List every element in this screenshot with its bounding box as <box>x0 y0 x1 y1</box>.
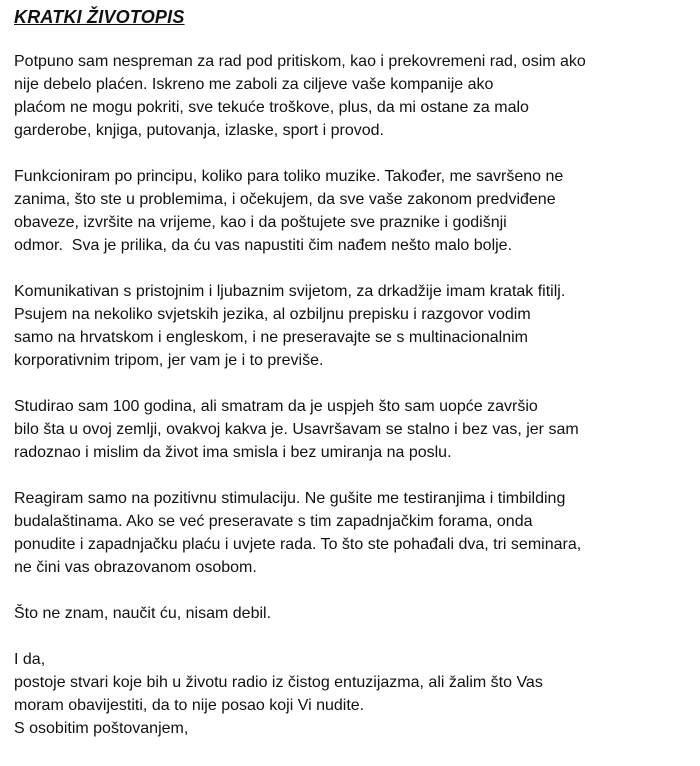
text-line: obaveze, izvršite na vrijeme, kao i da poštujete sve praznike i godišnji <box>14 214 507 231</box>
text-line: bilo šta u ovoj zemlji, ovakvoj kakva je. Usavršavam se stalno i bez vas, jer sam <box>14 421 579 438</box>
document-title: KRATKI ŽIVOTOPIS <box>14 7 185 27</box>
text-line: Potpuno sam nespreman za rad pod pritiskom, kao i prekovremeni rad, osim ako <box>14 53 586 70</box>
paragraph-1 <box>14 50 694 142</box>
text-line: ponudite i zapadnjačku plaću i uvjete rada. To što ste pohađali dva, tri seminara, <box>14 536 582 553</box>
text-line: Što ne znam, naučit ću, nisam debil. <box>14 605 272 622</box>
paragraph-4 <box>14 395 694 464</box>
text-line: plaćom ne mogu pokriti, sve tekuće troškove, plus, da mi ostane za malo <box>14 99 529 116</box>
text-line: radoznao i mislim da život ima smisla i bez umiranja na poslu. <box>14 444 452 461</box>
text-line: odmor. Sva je prilika, da ću vas napustiti čim nađem nešto malo bolje. <box>14 237 513 254</box>
text-line: I da, <box>14 651 46 668</box>
closing-line: S osobitim poštovanjem, <box>14 720 189 737</box>
paragraph-7 <box>14 648 694 740</box>
text-line: Studirao sam 100 godina, ali smatram da je uspjeh što sam uopće završio <box>14 398 538 415</box>
document-page <box>14 6 694 740</box>
text-line: Funkcioniram po principu, koliko para toliko muzike. Također, me savršeno ne <box>14 168 564 185</box>
text-line: Psujem na nekoliko svjetskih jezika, al ozbiljnu prepisku i razgovor vodim <box>14 306 531 323</box>
text-line: nije debelo plaćen. Iskreno me zaboli za ciljeve vaše kompanije ako <box>14 76 494 93</box>
text-line: ne čini vas obrazovanom osobom. <box>14 559 257 576</box>
paragraph-5 <box>14 487 694 579</box>
paragraph-3 <box>14 280 694 372</box>
paragraph-6 <box>14 602 694 625</box>
text-line: zanima, što ste u problemima, i očekujem, da sve vaše zakonom predviđene <box>14 191 556 208</box>
text-line: moram obavijestiti, da to nije posao koji Vi nudite. <box>14 697 365 714</box>
text-line: korporativnim tripom, jer vam je i to previše. <box>14 352 324 369</box>
text-line: postoje stvari koje bih u životu radio iz čistog entuzijazma, ali žalim što Vas <box>14 674 543 691</box>
paragraph-2 <box>14 165 694 257</box>
text-line: garderobe, knjiga, putovanja, izlaske, sport i provod. <box>14 122 384 139</box>
text-line: Reagiram samo na pozitivnu stimulaciju. Ne gušite me testiranjima i timbilding <box>14 490 566 507</box>
text-line: budalaštinama. Ako se već preseravate s tim zapadnjačkim forama, onda <box>14 513 533 530</box>
text-line: Komunikativan s pristojnim i ljubaznim svijetom, za drkadžije imam kratak fitilj. <box>14 283 566 300</box>
text-line: samo na hrvatskom i engleskom, i ne preseravajte se s multinacionalnim <box>14 329 529 346</box>
